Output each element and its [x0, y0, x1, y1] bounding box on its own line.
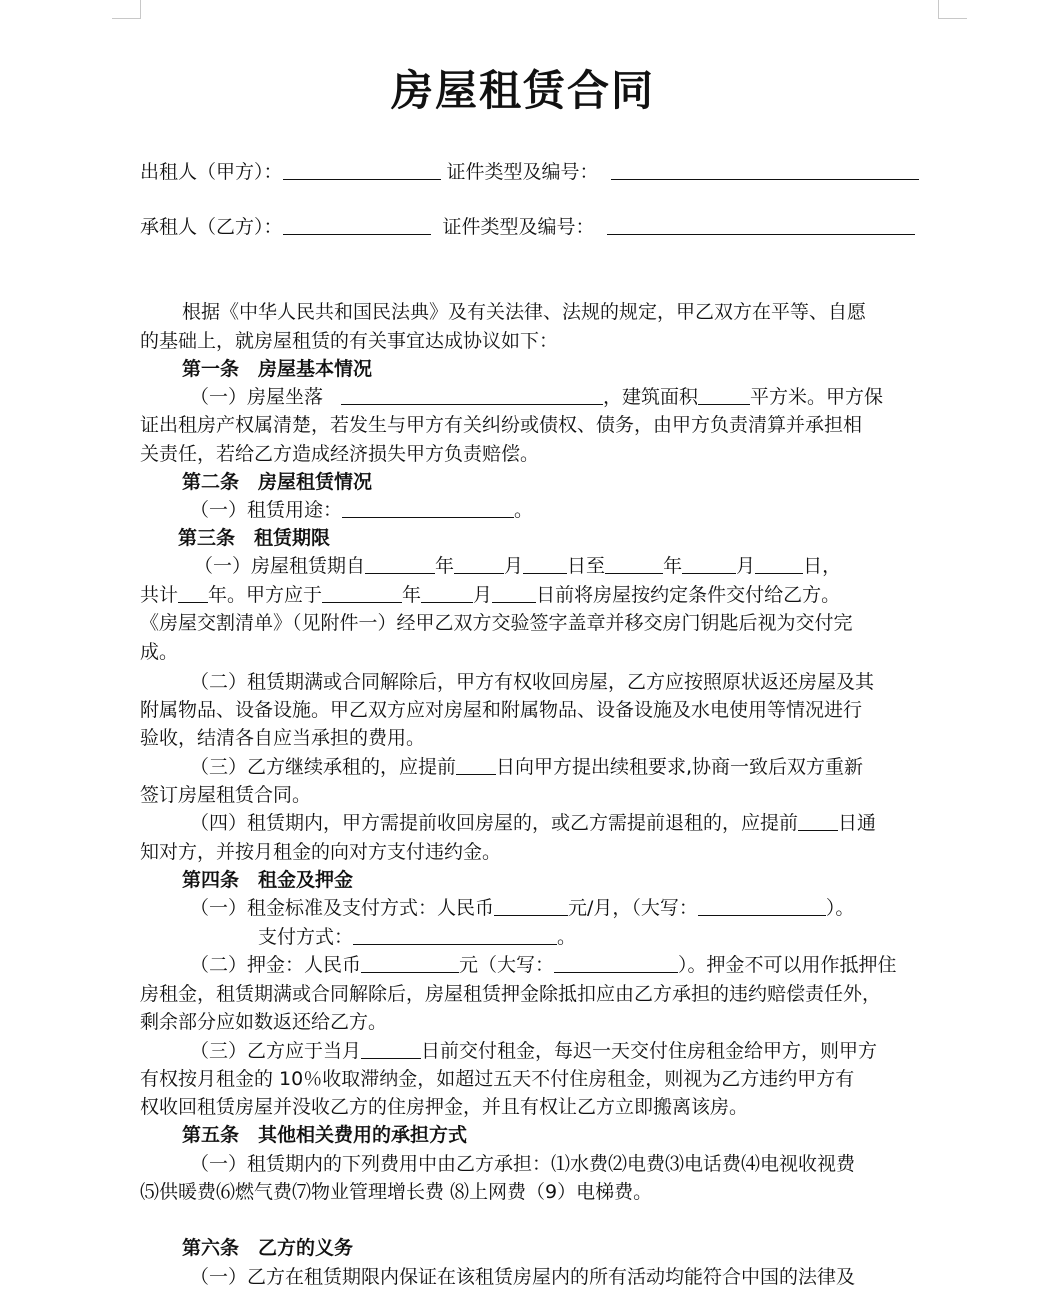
lessor-id-field[interactable]	[611, 159, 919, 180]
deposit-amount-words-field[interactable]	[554, 952, 678, 973]
text: 月	[504, 555, 524, 577]
text: （四）租赁期内，甲方需提前收回房屋的，或乙方需提前退租的，应提前	[190, 812, 799, 834]
text: ）。	[825, 897, 855, 919]
article-3-p2-line-1: （二）租赁期满或合同解除后，甲方有权收回房屋，乙方应按照原状返还房屋及其	[190, 671, 875, 693]
article-3-p1-line-2	[140, 581, 840, 609]
text: 日向甲方提出续租要求,协商一致后双方重新	[496, 756, 864, 778]
article-2-p1	[190, 496, 533, 524]
delivery-day-field[interactable]	[492, 582, 536, 603]
text: 。	[557, 926, 577, 948]
article-3-p3-line-2: 签订房屋租赁合同。	[140, 784, 312, 806]
text: ，建筑面积	[603, 386, 699, 408]
article-3-p4-line-2: 知对方，并按月租金的向对方支付违约金。	[140, 841, 502, 863]
article-3-p4-line-1	[190, 809, 876, 837]
rent-due-day-field[interactable]	[361, 1038, 421, 1059]
lessee-id-label: 证件类型及编号：	[442, 216, 595, 238]
lessor-id-label: 证件类型及编号：	[446, 161, 599, 183]
article-3-heading: 第三条 租赁期限	[178, 527, 331, 549]
article-1-heading: 第一条 房屋基本情况	[182, 358, 373, 380]
text: 元/月，（大写：	[568, 897, 698, 919]
deposit-amount-field[interactable]	[361, 952, 459, 973]
article-6-p1-line-1: （一）乙方在租赁期限内保证在该租赁房屋内的所有活动均能符合中国的法律及	[190, 1266, 856, 1288]
text: （一）租金标准及支付方式：人民币	[190, 897, 495, 919]
lessor-name-field[interactable]	[283, 159, 441, 180]
article-3-p1-line-4: 成。	[140, 641, 179, 663]
start-day-field[interactable]	[523, 553, 567, 574]
start-month-field[interactable]	[454, 553, 504, 574]
termination-notice-days-field[interactable]	[798, 810, 838, 831]
article-1-p1-line-1	[190, 383, 883, 411]
article-4-p2-line-3: 剩余部分应如数返还给乙方。	[140, 1011, 388, 1033]
preamble-line-1: 根据《中华人民共和国民法典》及有关法律、法规的规定，甲乙双方在平等、自愿	[182, 301, 867, 323]
end-month-field[interactable]	[682, 553, 736, 574]
lessee-name-field[interactable]	[283, 214, 431, 235]
text: （三）乙方继续承租的，应提前	[190, 756, 457, 778]
lessee-line	[140, 213, 915, 241]
text: 年	[663, 555, 683, 577]
term-years-field[interactable]	[178, 582, 208, 603]
text: 共计	[140, 584, 179, 606]
delivery-year-field[interactable]	[322, 582, 402, 603]
article-3-p1-line-1	[194, 552, 841, 580]
article-5-p1-line-1: （一）租赁期内的下列费用中由乙方承担：⑴水费⑵电费⑶电话费⑷电视收视费	[190, 1153, 856, 1175]
article-5-heading: 第五条 其他相关费用的承担方式	[182, 1124, 468, 1146]
text: 年。甲方应于	[208, 584, 323, 606]
article-1-p1-line-3: 关责任，若给乙方造成经济损失甲方负责赔偿。	[140, 443, 540, 465]
preamble-line-2: 的基础上，就房屋租赁的有关事宜达成协议如下：	[140, 330, 559, 352]
start-year-field[interactable]	[365, 553, 435, 574]
text: 支付方式：	[258, 926, 354, 948]
article-4-p2-line-2: 房租金，租赁期满或合同解除后，房屋租赁押金除抵扣应由乙方承担的违约赔偿责任外，	[140, 983, 882, 1005]
text: 平方米。甲方保	[750, 386, 884, 408]
article-4-p1	[190, 894, 854, 922]
article-3-p2-line-2: 附属物品、设备设施。甲乙双方应对房屋和附属物品、设备设施及水电使用等情况进行	[140, 699, 863, 721]
article-1-p1-line-2: 证出租房产权属清楚，若发生与甲方有关纠纷或债权、债务，由甲方负责清算并承担相	[140, 414, 863, 436]
text: 月	[736, 555, 756, 577]
article-2-heading: 第二条 房屋租赁情况	[182, 471, 373, 493]
article-4-heading: 第四条 租金及押金	[182, 869, 354, 891]
text: 元（大写：	[459, 954, 555, 976]
delivery-month-field[interactable]	[421, 582, 473, 603]
article-5-p1-line-2: ⑸供暖费⑹燃气费⑺物业管理增长费 ⑻上网费（9）电梯费。	[140, 1181, 653, 1203]
text: （一）租赁用途：	[190, 499, 343, 521]
rent-amount-field[interactable]	[494, 895, 568, 916]
usage-field[interactable]	[342, 497, 514, 518]
article-4-p3-line-1	[190, 1037, 877, 1065]
location-field[interactable]	[341, 384, 603, 405]
text: 日前将房屋按约定条件交付给乙方。	[536, 584, 841, 606]
payment-method-field[interactable]	[353, 924, 557, 945]
page-corner-mark	[112, 0, 141, 19]
article-3-p1-line-3: 《房屋交割清单》（见附件一）经甲乙双方交验签字盖章并移交房门钥匙后视为交付完	[140, 612, 853, 634]
text: （一）房屋租赁期自	[194, 555, 366, 577]
article-4-p3-line-3: 权收回租赁房屋并没收乙方的住房押金，并且有权让乙方立即搬离该房。	[140, 1096, 749, 1118]
lessor-label: 出租人（甲方）：	[140, 161, 283, 183]
article-4-p2-line-1	[190, 951, 897, 979]
text: 日至	[567, 555, 606, 577]
lessee-label: 承租人（乙方）：	[140, 216, 283, 238]
end-year-field[interactable]	[605, 553, 663, 574]
page-corner-mark	[938, 0, 967, 19]
text: 月	[473, 584, 493, 606]
lessor-line	[140, 158, 919, 186]
document-title: 房屋租赁合同	[390, 66, 655, 115]
text: 。	[514, 499, 534, 521]
lessee-id-field[interactable]	[607, 214, 915, 235]
text: ）。押金不可以用作抵押住	[678, 954, 897, 976]
text: 日通	[838, 812, 877, 834]
text: 年	[402, 584, 422, 606]
text: 日前交付租金，每迟一天交付住房租金给甲方，则甲方	[421, 1040, 878, 1062]
article-4-payment-method	[258, 923, 576, 951]
text: （二）押金：人民币	[190, 954, 362, 976]
article-6-heading: 第六条 乙方的义务	[182, 1237, 354, 1259]
article-3-p2-line-3: 验收，结清各自应当承担的费用。	[140, 727, 426, 749]
area-field[interactable]	[698, 384, 750, 405]
text: （三）乙方应于当月	[190, 1040, 362, 1062]
rent-amount-words-field[interactable]	[698, 895, 826, 916]
renewal-notice-days-field[interactable]	[456, 754, 496, 775]
end-day-field[interactable]	[755, 553, 803, 574]
article-4-p3-line-2: 有权按月租金的 10％收取滞纳金，如超过五天不付住房租金，则视为乙方违约甲方有	[140, 1068, 855, 1090]
article-3-p3-line-1	[190, 753, 863, 781]
text: （一）房屋坐落	[190, 386, 324, 408]
text: 日，	[803, 555, 842, 577]
text: 年	[435, 555, 455, 577]
